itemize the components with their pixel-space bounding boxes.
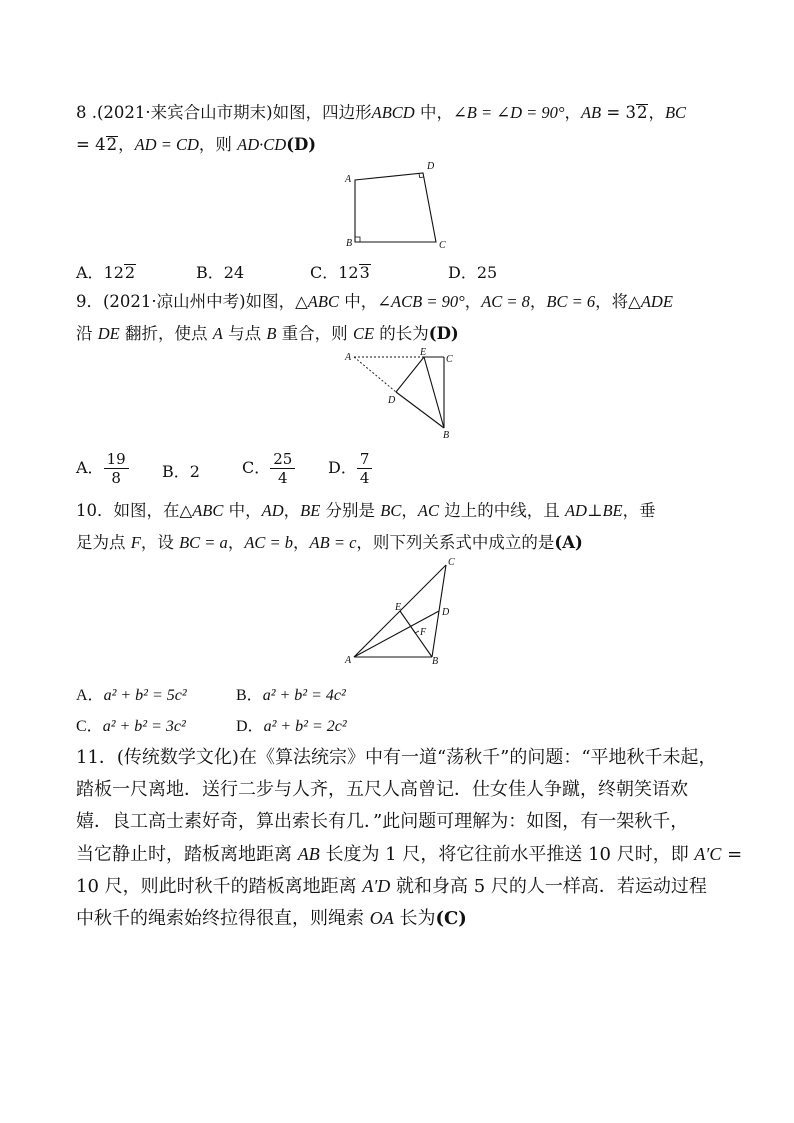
q8-ab-coef: = 3 (601, 103, 636, 122)
q8-ab-label: AB (580, 103, 602, 122)
q9-ade: △ADE (628, 292, 673, 311)
q8-option-b[interactable]: B．24 (196, 263, 245, 282)
q10-option-b[interactable]: B．a² + b² = 4c² (236, 687, 346, 704)
q11-stem-line5: 10 尺，则此时秋千的踏板离地距离 A′D 就和身高 5 尺的人一样高．若运动过程 (76, 876, 707, 897)
q8-bc-label: BC (664, 103, 687, 122)
q8-quad-name: ABCD (371, 103, 415, 122)
q9-label-a: A (345, 352, 352, 363)
q9-figure (340, 346, 460, 440)
q9-answer: (D) (428, 324, 459, 343)
q9-stem-line2: 沿 DE 翻折，使点 A 与点 B 重合，则 CE 的长为(D) (76, 324, 459, 343)
q8-stem-line1 (76, 102, 686, 124)
q8-quadrilateral (355, 173, 436, 242)
q8-text: 8 .(2021·来宾合山市期末)如图，四边形 (76, 103, 372, 122)
q9-triangle: △ABC (295, 292, 339, 311)
q9-ac-value: AC = 8 (481, 292, 530, 311)
q9-ed (396, 357, 424, 392)
q9-stem-line1: 9．(2021·凉山州中考)如图，△ABC 中，∠ACB = 90°，AC = 8，BC = 6，将△ADE (76, 292, 673, 311)
q8-label-b: B (346, 238, 353, 249)
q8-bc-radical: 2 (106, 135, 118, 154)
q10-stem-line2: 足为点 F，设 BC = a，AC = b，AB = c，则下列关系式中成立的是(A) (76, 533, 583, 552)
q11-answer: (C) (435, 908, 467, 929)
q9-label-d: D (388, 395, 396, 406)
q10-label-d: D (442, 607, 450, 618)
q9-option-b[interactable]: B．2 (162, 462, 200, 481)
q9-label-e: E (420, 347, 427, 358)
q10-label-f: F (420, 627, 427, 638)
q10-label-c: C (448, 557, 455, 568)
q8-label-c: C (439, 240, 446, 251)
q9-dashed-ad (354, 357, 396, 392)
q11-stem-line4: 当它静止时，踏板离地距离 AB 长度为 1 尺，将它往前水平推送 10 尺时，即 A′C = (76, 844, 743, 865)
q8-text-mid: 中， (414, 103, 453, 122)
q9-option-c[interactable]: C． $\frac{25}{4}$ (242, 450, 295, 487)
q8-sep: ， (564, 103, 581, 122)
q9-label-b: B (443, 430, 450, 440)
q11-stem-line1: 11．(传统数学文化)在《算法统宗》中有一道“荡秋千”的问题：“平地秋千未起， (76, 747, 717, 768)
q9-option-a[interactable]: A． $\frac{19}{8}$ (76, 450, 129, 487)
q10-label-e: E (395, 602, 402, 613)
q10-ad (354, 611, 439, 657)
q8-label-d: D (427, 161, 435, 172)
q8-ab-radical: 2 (636, 103, 648, 122)
q9-bc-value: BC = 6 (546, 292, 596, 311)
q11-stem-line2: 踏板一尺离地．送行二步与人齐，五尺人高曾记．仕女佳人争蹴，终朝笑语欢 (76, 779, 688, 800)
q8-right-angle-b (355, 237, 360, 242)
q9-db (396, 392, 444, 428)
q10-answer: (A) (554, 533, 583, 552)
q9-option-d[interactable]: D． $\frac{7}{4}$ (328, 450, 372, 487)
q10-figure (340, 555, 460, 667)
q10-option-a[interactable]: A．a² + b² = 5c² (76, 687, 187, 704)
q9-angle-condition: ∠ACB = 90° (377, 292, 465, 311)
q8-sep2: ， (648, 103, 665, 122)
q10-label-b: B (432, 656, 439, 667)
q10-option-d[interactable]: D．a² + b² = 2c² (236, 718, 347, 735)
q11-stem-line3: 嬉．良工高士素好奇，算出索长有几．”此问题可理解为：如图，有一架秋千， (76, 811, 689, 832)
q9-eb (424, 357, 444, 428)
q10-option-c[interactable]: C．a² + b² = 3c² (76, 718, 186, 735)
q8-then: ，则 (198, 135, 238, 154)
q8-angle-condition: ∠B = ∠D = 90° (452, 103, 565, 122)
q9-label-c: C (446, 354, 453, 365)
q8-option-a[interactable]: A．122 (76, 263, 136, 282)
q8-figure (340, 158, 460, 254)
q8-sep3: ， (118, 135, 135, 154)
q8-answer: (D) (286, 135, 317, 154)
q8-label-a: A (345, 174, 352, 185)
q8-option-c[interactable]: C．123 (310, 263, 370, 282)
q8-stem-line2 (76, 134, 316, 156)
q10-label-a: A (345, 655, 352, 666)
q8-ad-cd-condition: AD = CD (134, 135, 199, 154)
q8-bc-coef: = 4 (76, 135, 106, 154)
q8-option-d[interactable]: D．25 (448, 263, 498, 282)
q10-stem-line1: 10．如图，在△ABC 中，AD，BE 分别是 BC，AC 边上的中线，且 AD⊥BE，垂 (76, 501, 656, 520)
q11-stem-line6: 中秋千的绳索始终拉得很直，则绳索 OA 长为(C) (76, 908, 467, 929)
q8-product: AD·CD (237, 135, 287, 154)
